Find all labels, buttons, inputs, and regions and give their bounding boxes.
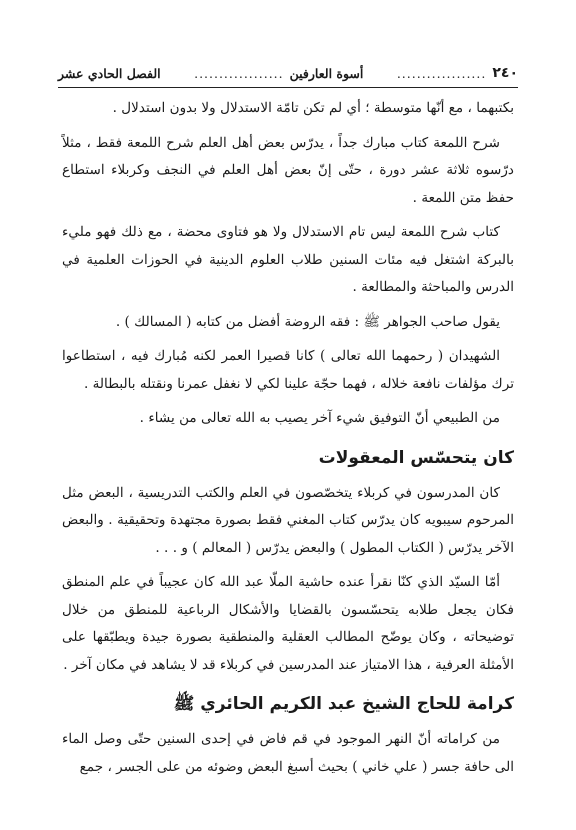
paragraph: شرح اللمعة كتاب مبارك جداً ، يدرّس بعض أهل العلم شرح اللمعة فقط ، مثلاً درّسوه ثلاثة عشر دورة ، حتّى إنّ بعض أهل العلم في النجف وكربلاء استطاع حفظ متن اللمعة .: [62, 134, 514, 206]
page-body: [62, 95, 514, 788]
paragraph: يقول صاحب الجواهر ﷺ : فقه الروضة أفضل من كتابه ( المسالك ) .: [115, 313, 500, 330]
paragraph: كان المدرسون في كربلاء يتخصّصون في العلم والكتب التدريسية ، البعض مثل المرحوم سيبويه كان يدرّس كتاب المغني فقط بصورة مجتهدة وتحقيقية . والبعض الآخر يدرّس ( الكتاب المطول ) والبعض يدرّس ( المعالم ) و . . .: [62, 484, 514, 556]
book-title: أسوة العارفين: [289, 65, 364, 81]
running-header: [58, 62, 518, 84]
paragraph: كتاب شرح اللمعة ليس تام الاستدلال ولا هو فتاوى محضة ، مع ذلك فهو مليء بالبركة اشتغل فيه مئات السنين طلاب العلوم الدينية في الحوزات العلمية في الدرس والمباحثة والمطالعة .: [62, 224, 514, 295]
section-heading: كان يتحسّس المعقولات: [318, 447, 514, 468]
header-leader-dots: ..................: [194, 65, 284, 81]
paragraph: أمّا السيّد الذي كنّا نقرأ عنده حاشية الملّا عبد الله كان عجيباً في علم المنطق فكان يجعل طلابه يتحسّسون بالقضايا والأشكال الرباعية للمنطق من خلال توضيحاته ، وكان يوضّح المطالب العقلية والمنطقية بصورة جيدة ويطبّقها على الأمثلة العرفية ، هذا الامتياز عند المدرسين في كربلاء قد لا يشاهد في مكان آخر .: [62, 574, 514, 673]
paragraph: من الطبيعي أنّ التوفيق شيء آخر يصيب به الله تعالى من يشاء .: [139, 410, 500, 426]
paragraph: بكتبهما ، مع أنّها متوسطة ؛ أي لم تكن تامّة الاستدلال ولا بدون استدلال .: [112, 100, 514, 116]
chapter-title: الفصل الحادي عشر: [57, 65, 161, 81]
paragraph: من كراماته أنّ النهر الموجود في قم فاض في إحدى السنين حتّى وصل الماء الى حافة جسر ( علي خاني ) بحيث أسبغ البعض وضوئه من على الجسر ، جمع: [62, 731, 514, 775]
page-number: ٢٤٠: [492, 65, 518, 81]
header-leader-dots: ..................: [396, 65, 487, 81]
paragraph: الشهيدان ( رحمهما الله تعالى ) كانا قصيرا العمر لكنه مُبارك فيه ، استطاعوا ترك مؤلفات نافعة خلاله ، فهما حجّة علينا لكي لا نغفل عمرنا ونقتله بالبطالة .: [62, 348, 514, 392]
section-heading: كرامة للحاج الشيخ عبد الكريم الحائري ﷺ: [173, 694, 514, 714]
header-rule: [58, 87, 518, 88]
